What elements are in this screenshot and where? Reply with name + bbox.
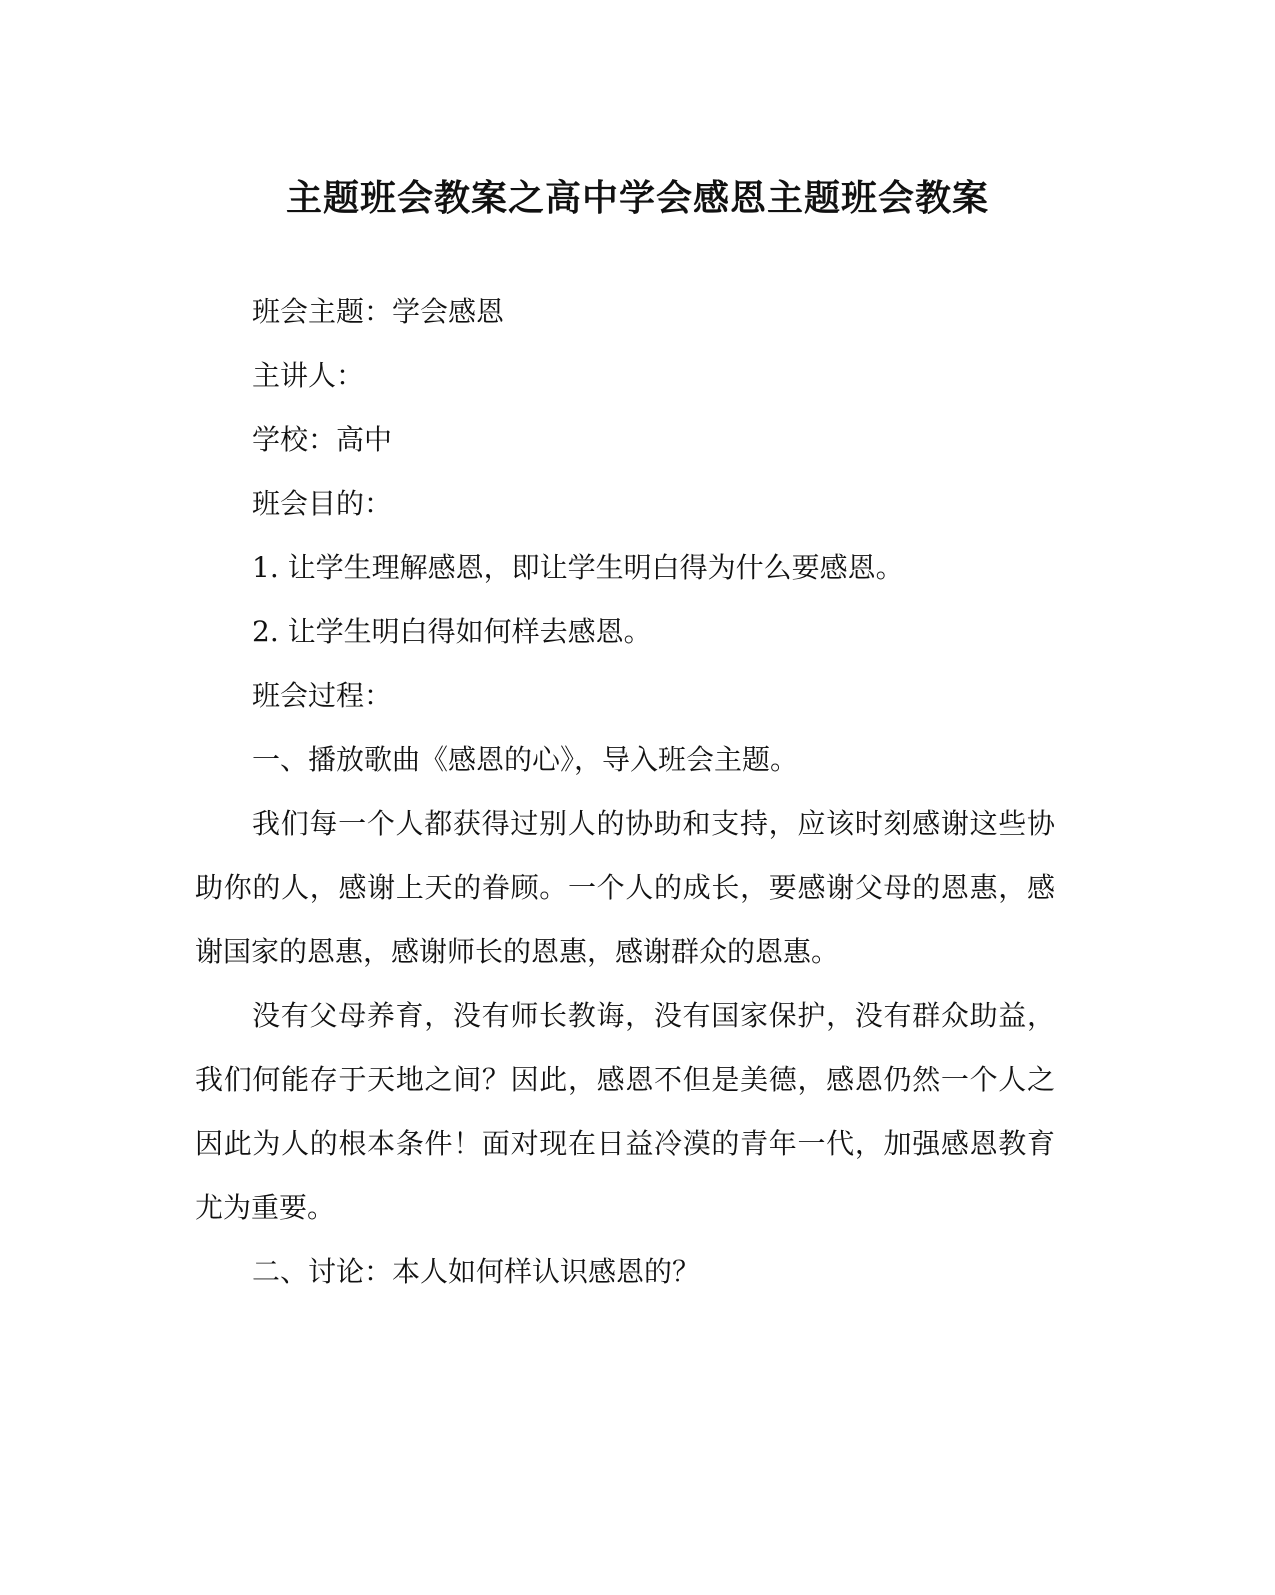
paragraph-step-2: 二、讨论：本人如何样认识感恩的？ — [252, 1255, 701, 1288]
paragraph-process-heading: 班会过程： — [252, 679, 393, 712]
paragraph-gratitude-body-2: 没有父母养育，没有师长教诲，没有国家保护，没有群众助益，我们何能存于天地之间？因此，感恩不但是美德，感恩仍然一个人之因此为人的根本条件！面对现在日益冷漠的青年一代，加强感恩教育尤为重要。 — [195, 999, 1055, 1224]
document-body — [195, 280, 1055, 1304]
paragraph-purpose-2: 2. 让学生明白得如何样去感恩。 — [252, 615, 652, 648]
paragraph-step-1: 一、播放歌曲《感恩的心》，导入班会主题。 — [252, 743, 799, 776]
paragraph-purpose-heading: 班会目的： — [252, 487, 393, 520]
document-title: 主题班会教案之高中学会感恩主题班会教案 — [285, 177, 989, 219]
paragraph-school: 学校：高中 — [252, 423, 393, 456]
paragraph-theme: 班会主题：学会感恩 — [252, 295, 505, 328]
paragraph-gratitude-body-1: 我们每一个人都获得过别人的协助和支持，应该时刻感谢这些协助你的人，感谢上天的眷顾。一个人的成长，要感谢父母的恩惠，感谢国家的恩惠，感谢师长的恩惠，感谢群众的恩惠。 — [195, 807, 1055, 968]
paragraph-speaker: 主讲人： — [252, 359, 365, 392]
paragraph-purpose-1: 1. 让学生理解感恩，即让学生明白得为什么要感恩。 — [252, 551, 904, 584]
